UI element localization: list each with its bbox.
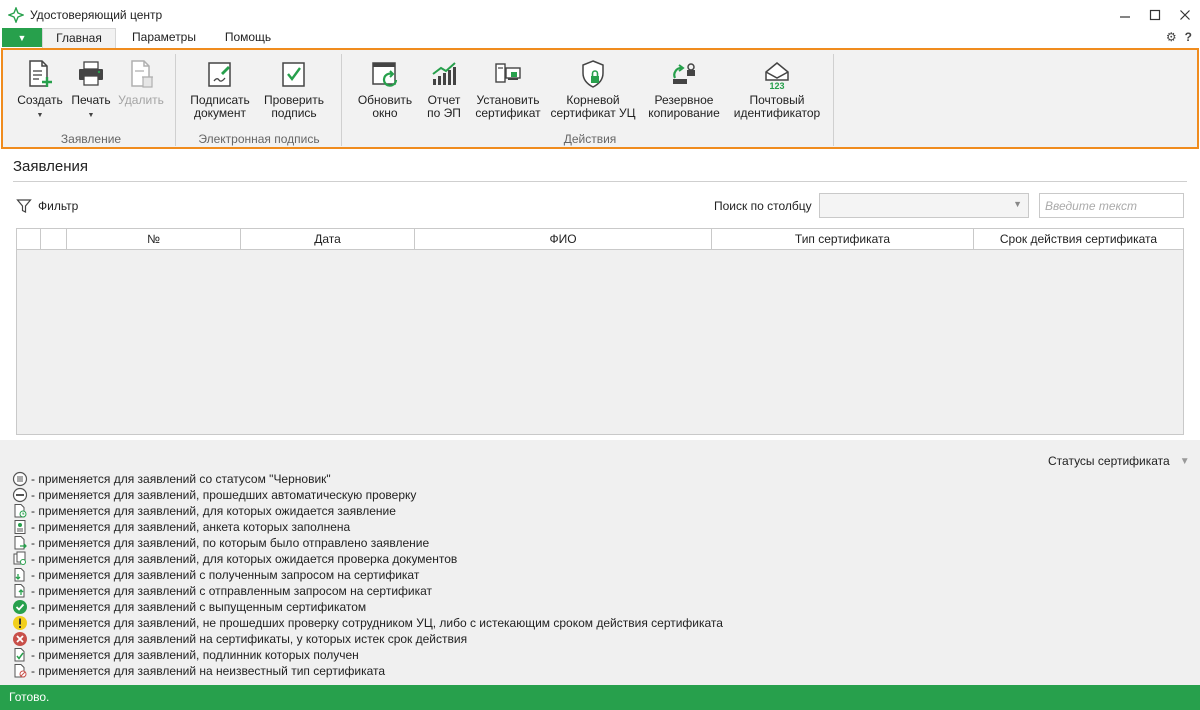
group-application-label: Заявление: [60, 132, 122, 146]
refresh-window-icon: [370, 58, 400, 90]
mail-envelope-icon: [762, 58, 792, 90]
ribbon-tabs: [0, 28, 1200, 48]
help-question-icon[interactable]: ?: [1184, 30, 1192, 44]
install-label-1: Установить: [476, 93, 540, 107]
title-divider: [13, 181, 1187, 182]
menu-dropdown-icon: ▼: [17, 32, 27, 43]
app-menu-button[interactable]: [2, 28, 42, 47]
report-label-1: Отчет: [427, 93, 461, 107]
legend-text: - применяется для заявлений с отправленным запросом на сертификат: [31, 584, 433, 598]
legend-text: - применяется для заявлений на неизвестный тип сертификата: [31, 664, 386, 678]
verify-label-1: Проверить: [263, 93, 324, 107]
legend-text: - применяется для заявлений с выпущенным сертификатом: [31, 600, 367, 614]
legend-text: - применяется для заявлений с полученным запросом на сертификат: [31, 568, 420, 582]
sign-document-button[interactable]: [187, 58, 253, 120]
postal-id-button[interactable]: [731, 58, 823, 120]
backup-label-2: копирование: [648, 106, 720, 120]
install-label-2: сертификат: [475, 106, 541, 120]
header-cert-type[interactable]: Тип сертификата: [712, 229, 974, 249]
list-item: [12, 583, 723, 599]
title-bar: [0, 0, 1200, 30]
list-item: [12, 535, 723, 551]
applications-table[interactable]: [16, 228, 1184, 435]
draft-icon: [12, 471, 28, 487]
list-item: [12, 663, 723, 679]
list-item: [12, 615, 723, 631]
backup-button[interactable]: [645, 58, 723, 120]
es-report-button[interactable]: [423, 58, 465, 120]
expired-cross-icon: [12, 631, 28, 647]
request-received-icon: [12, 567, 28, 583]
install-certificate-button[interactable]: [472, 58, 544, 120]
issued-check-icon: [12, 599, 28, 615]
statuses-label: Статусы сертификата: [1048, 454, 1170, 468]
legend-text: - применяется для заявлений, анкета которых заполнена: [31, 520, 351, 534]
status-legend: [12, 471, 723, 679]
new-document-icon: [25, 58, 55, 90]
auto-check-icon: [12, 487, 28, 503]
certificate-statuses-toggle[interactable]: [1048, 454, 1190, 468]
original-received-icon: [12, 647, 28, 663]
warning-icon: [12, 615, 28, 631]
request-sent-icon: [12, 583, 28, 599]
sign-document-icon: [205, 58, 235, 90]
chevron-down-icon: ▼: [1013, 199, 1022, 209]
table-header: [17, 229, 1183, 250]
svg-text:123: 123: [769, 81, 785, 90]
mail-label-2: идентификатор: [733, 106, 821, 120]
app-logo-icon: [8, 7, 24, 23]
create-button[interactable]: [17, 58, 63, 122]
verify-check-icon: [279, 58, 309, 90]
legend-text: - применяется для заявлений, для которых ожидается заявление: [31, 504, 396, 518]
close-icon: [1179, 9, 1191, 21]
legend-text: - применяется для заявлений, прошедших автоматическую проверку: [31, 488, 417, 502]
refresh-window-button[interactable]: [355, 58, 415, 120]
status-text: Готово.: [9, 690, 50, 704]
maximize-icon: [1149, 9, 1161, 21]
sign-label-1: Подписать: [190, 93, 250, 107]
doc-clock-icon: [12, 503, 28, 519]
create-label: Создать: [17, 93, 63, 107]
unknown-type-icon: [12, 663, 28, 679]
refresh-label-2: окно: [372, 106, 398, 120]
print-label: Печать: [71, 93, 111, 107]
list-item: [12, 647, 723, 663]
verify-label-2: подпись: [271, 106, 317, 120]
root-certificate-button[interactable]: [549, 58, 637, 120]
list-item: [12, 503, 723, 519]
legend-text: - применяется для заявлений, по которым было отправлено заявление: [31, 536, 430, 550]
root-label-2: сертификат УЦ: [550, 106, 636, 120]
filter-button[interactable]: [16, 198, 78, 214]
filter-label: Фильтр: [38, 199, 79, 213]
group-actions-label: Действия: [563, 132, 617, 146]
header-cert-validity[interactable]: Срок действия сертификата: [999, 232, 1158, 246]
minimize-button[interactable]: [1110, 4, 1140, 26]
group-esign-label: Электронная подпись: [198, 132, 320, 146]
root-shield-icon: [578, 58, 608, 90]
list-item: [12, 487, 723, 503]
chevron-down-icon: ▼: [1179, 455, 1190, 467]
header-status-cell[interactable]: [41, 229, 67, 249]
group-divider: [341, 54, 342, 146]
sign-label-2: документ: [194, 106, 246, 120]
filter-funnel-icon: [16, 198, 32, 214]
report-label-2: по ЭП: [427, 106, 461, 120]
header-indicator-cell[interactable]: [17, 229, 41, 249]
group-divider: [833, 54, 834, 146]
verify-signature-button[interactable]: [261, 58, 327, 120]
header-fio[interactable]: ФИО: [415, 229, 712, 249]
list-item: [12, 599, 723, 615]
tab-help[interactable]: Помощь: [224, 30, 272, 44]
list-item: [12, 567, 723, 583]
docs-review-icon: [12, 551, 28, 567]
group-divider: [175, 54, 176, 146]
search-by-column-label: Поиск по столбцу: [714, 199, 812, 213]
window-title: Удостоверяющий центр: [30, 8, 163, 22]
page-title: Заявления: [13, 158, 89, 175]
tab-main[interactable]: Главная: [42, 28, 116, 48]
mail-label-1: Почтовый: [749, 93, 805, 107]
legend-text: - применяется для заявлений, для которых ожидается проверка документов: [31, 552, 458, 566]
legend-text: - применяется для заявлений на сертификаты, у которых истек срок действия: [31, 632, 468, 646]
delete-button[interactable]: [117, 58, 165, 107]
print-button[interactable]: [69, 58, 113, 122]
settings-gear-icon[interactable]: ⚙: [1165, 30, 1177, 44]
backup-label-1: Резервное: [654, 93, 714, 107]
legend-text: - применяется для заявлений, не прошедших проверку сотрудником УЦ, либо с истекающим сроком действия сертификата: [31, 616, 723, 630]
maximize-button[interactable]: [1140, 4, 1170, 26]
legend-text: - применяется для заявлений со статусом "Черновик": [31, 472, 331, 486]
minimize-icon: [1119, 9, 1131, 21]
status-bar: [0, 685, 1200, 710]
ribbon-panel: [1, 48, 1199, 149]
list-item: [12, 471, 723, 487]
backup-icon: [669, 58, 699, 90]
refresh-label-1: Обновить: [357, 93, 413, 107]
delete-document-icon: [126, 58, 156, 90]
header-date[interactable]: Дата: [241, 229, 415, 249]
list-item: [12, 519, 723, 535]
tab-params[interactable]: Параметры: [132, 30, 196, 44]
list-item: [12, 551, 723, 567]
header-number[interactable]: №: [67, 229, 241, 249]
delete-label: Удалить: [118, 93, 164, 107]
column-select[interactable]: [819, 193, 1029, 218]
root-label-1: Корневой: [566, 93, 620, 107]
dropdown-arrow-icon: ▼: [87, 112, 95, 119]
dropdown-arrow-icon: ▼: [36, 112, 44, 119]
search-input[interactable]: [1039, 193, 1184, 218]
list-item: [12, 631, 723, 647]
install-certificate-icon: [493, 58, 523, 90]
printer-icon: [76, 58, 106, 90]
form-filled-icon: [12, 519, 28, 535]
doc-sent-icon: [12, 535, 28, 551]
legend-text: - применяется для заявлений, подлинник которых получен: [31, 648, 359, 662]
report-chart-icon: [429, 58, 459, 90]
close-button[interactable]: [1170, 4, 1200, 26]
